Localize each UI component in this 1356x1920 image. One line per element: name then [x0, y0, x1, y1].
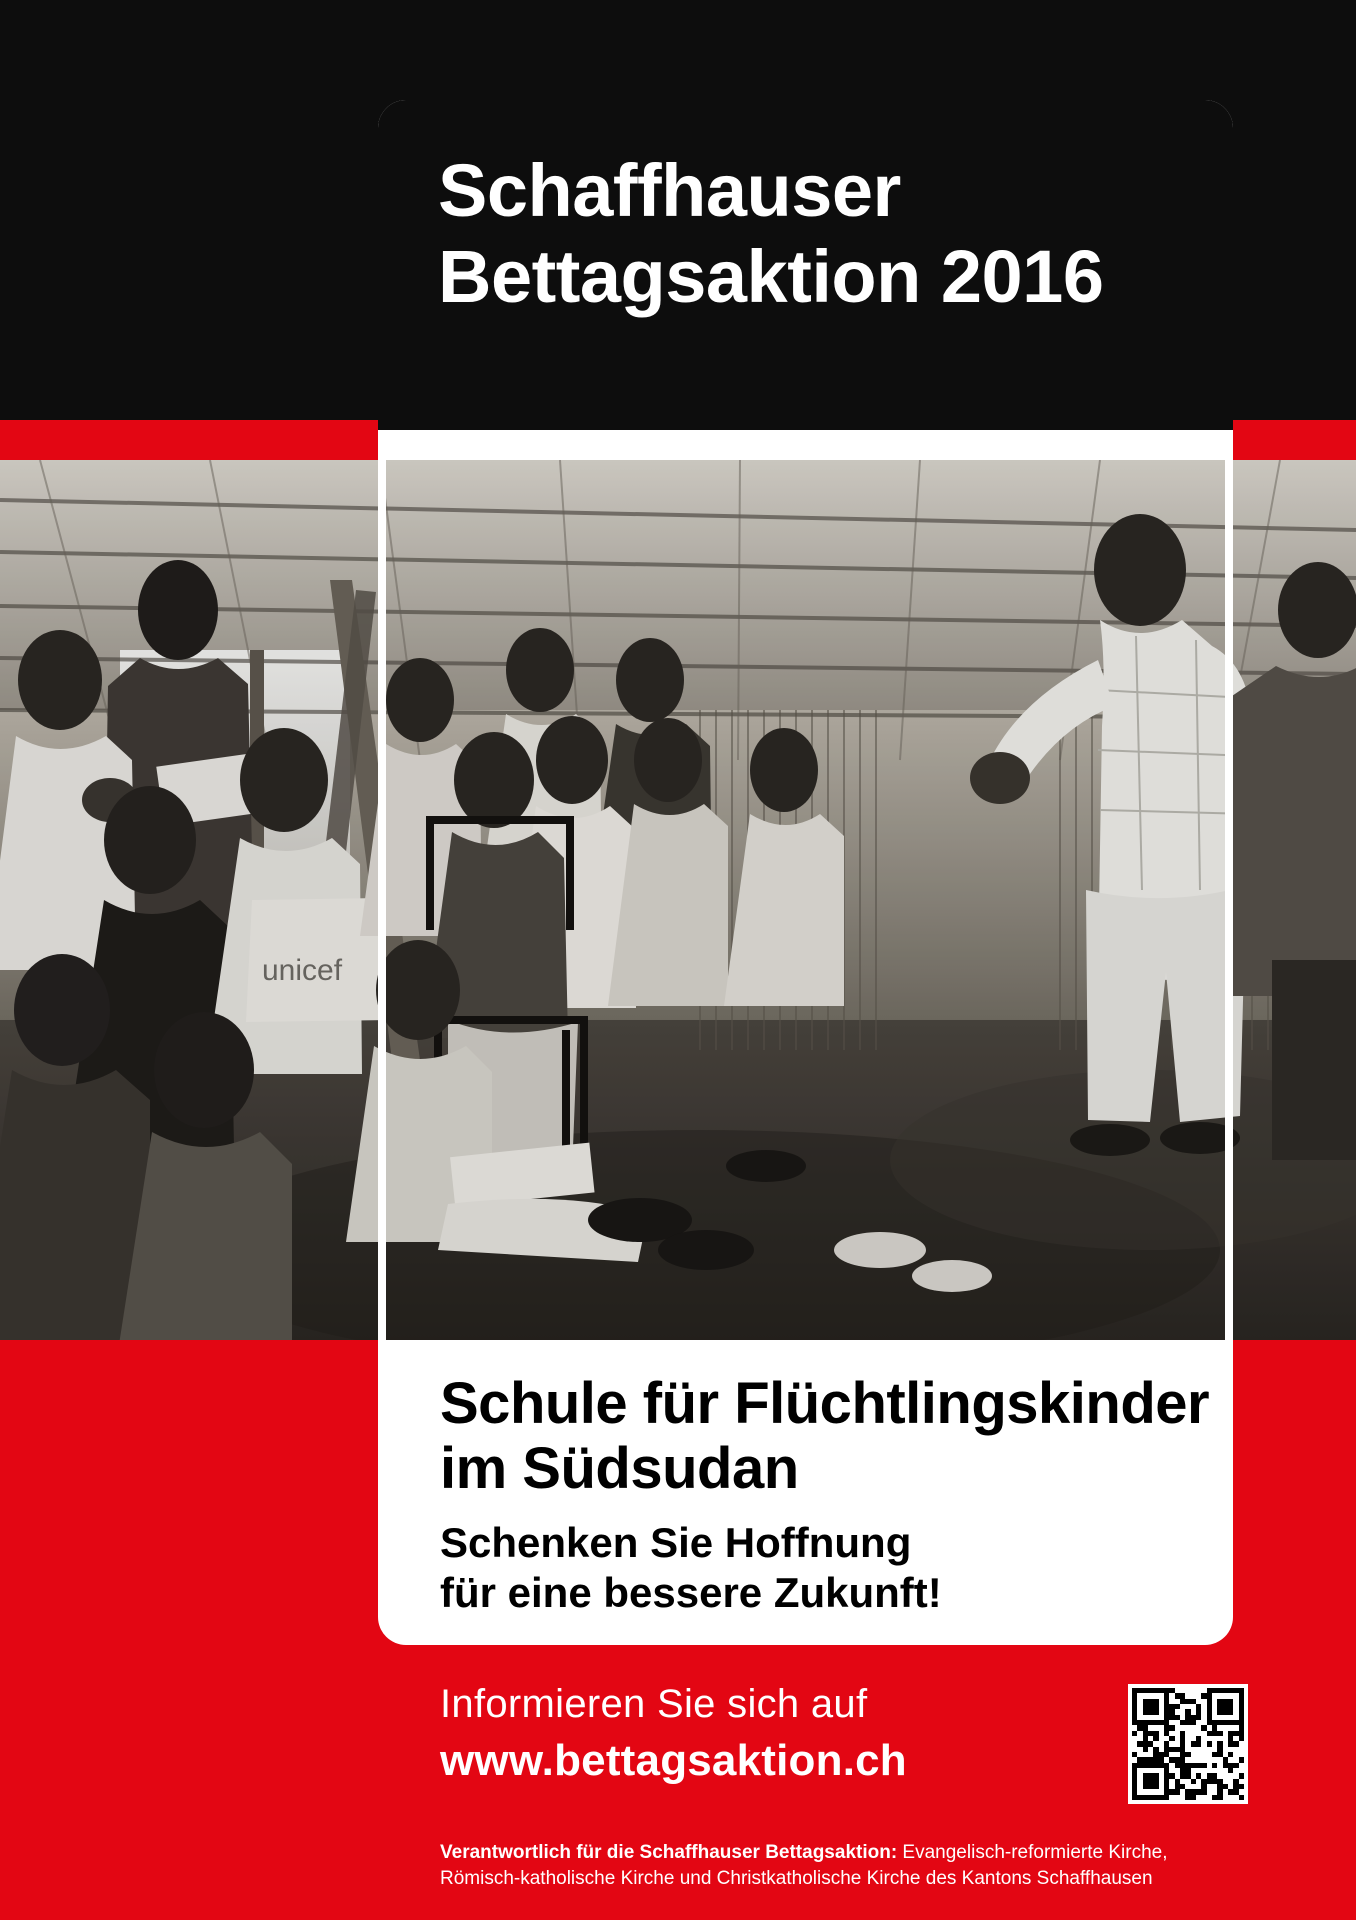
- photo-divider-right: [1225, 460, 1233, 1340]
- unicef-bag-label: unicef: [262, 954, 343, 987]
- footer-info-text: Informieren Sie sich auf: [440, 1682, 868, 1726]
- qr-code[interactable]: [1128, 1684, 1248, 1804]
- title-line-2: Bettagsaktion 2016: [438, 234, 1104, 318]
- imprint-block: [440, 1840, 1240, 1891]
- subhead-line-1: Schenken Sie Hoffnung: [440, 1518, 912, 1566]
- headline-block: [440, 1372, 1230, 1619]
- poster-title: [438, 148, 1218, 320]
- headline-line-2: im Südsudan: [440, 1435, 799, 1501]
- photo-illustration: [0, 460, 1356, 1340]
- footer-url-link[interactable]: www.bettagsaktion.ch: [440, 1736, 907, 1785]
- title-line-1: Schaffhauser: [438, 149, 901, 232]
- headline-line-1: Schule für Flüchtlingskinder: [440, 1371, 1210, 1436]
- qr-code-grid: [1132, 1688, 1244, 1800]
- subhead-line-2: für eine bessere Zukunft!: [440, 1569, 942, 1617]
- imprint-line-1: [440, 1840, 1240, 1866]
- imprint-orgs-1: Evangelisch-reformierte Kirche,: [897, 1842, 1168, 1863]
- photo-divider-left: [378, 460, 386, 1340]
- imprint-label: Verantwortlich für die Schaffhauser Bettagsaktion:: [440, 1842, 898, 1863]
- imprint-line-2: Römisch-katholische Kirche und Christkatholische Kirche des Kantons Schaffhausen: [440, 1867, 1153, 1889]
- footer-block: [440, 1680, 1060, 1786]
- photo-classroom: [0, 460, 1356, 1340]
